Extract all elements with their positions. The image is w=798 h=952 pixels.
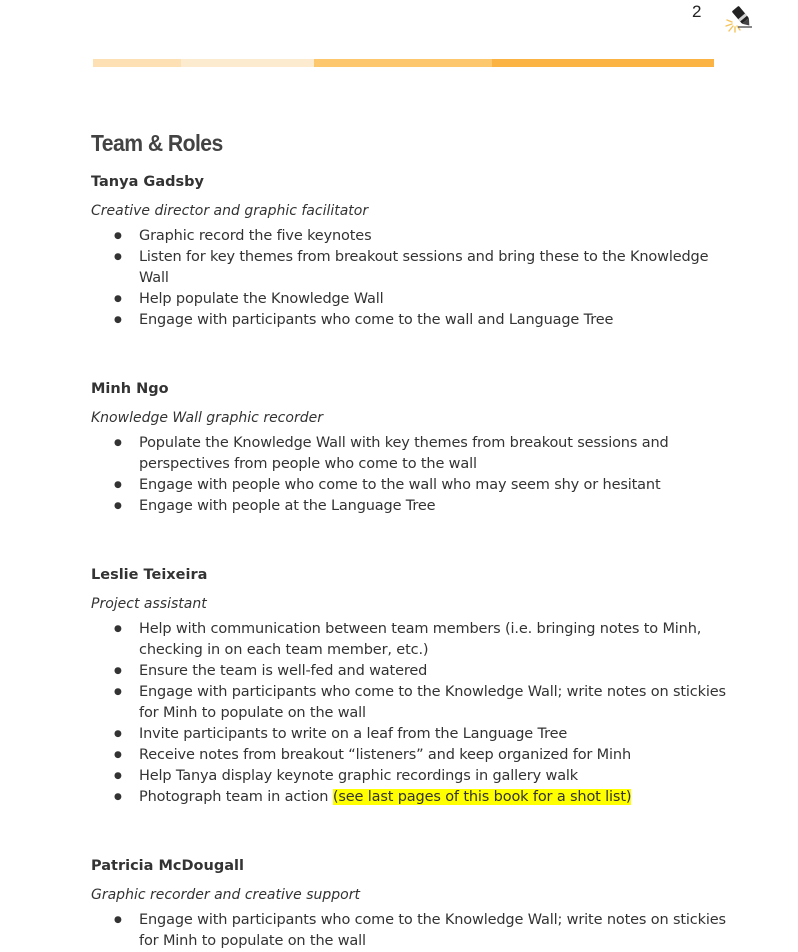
task-item: ● Engage with participants who come to the Knowledge Wall; write notes on stickies for Minh to populate on the wall [91, 682, 731, 724]
highlighted-note: (see last pages of this book for a shot list) [332, 789, 632, 805]
task-item: ● Engage with participants who come to the wall and Language Tree [91, 310, 731, 331]
task-list [91, 433, 731, 517]
person-role: Creative director and graphic facilitator [91, 203, 369, 219]
person-role: Knowledge Wall graphic recorder [91, 410, 323, 426]
person-name: Tanya Gadsby [91, 174, 204, 190]
rule-segment [93, 59, 181, 67]
task-item: ● Invite participants to write on a leaf from the Language Tree [91, 724, 731, 745]
task-item: ● Engage with people at the Language Tree [91, 496, 731, 517]
task-item: ● Receive notes from breakout “listeners” and keep organized for Minh [91, 745, 731, 766]
task-text: Photograph team in action [139, 789, 333, 805]
person-tanya [91, 168, 731, 331]
person-role: Graphic recorder and creative support [91, 887, 360, 903]
task-item: ● Engage with people who come to the wall who may seem shy or hesitant [91, 475, 731, 496]
task-item: ● Ensure the team is well-fed and watered [91, 661, 731, 682]
task-list [91, 910, 731, 952]
rule-segment [314, 59, 492, 67]
pen-icon [724, 2, 754, 34]
person-leslie [91, 561, 731, 808]
person-patricia [91, 852, 731, 952]
task-item: ● Populate the Knowledge Wall with key themes from breakout sessions and perspectives from people who come to the wall [91, 433, 731, 475]
person-name: Patricia McDougall [91, 858, 244, 874]
header-rule [93, 59, 714, 67]
person-name: Leslie Teixeira [91, 567, 208, 583]
task-item: ● Listen for key themes from breakout sessions and bring these to the Knowledge Wall [91, 247, 731, 289]
person-name: Minh Ngo [91, 381, 169, 397]
task-item: ● Help Tanya display keynote graphic recordings in gallery walk [91, 766, 731, 787]
task-list [91, 226, 731, 331]
task-item [91, 787, 731, 808]
document-body [91, 124, 731, 952]
task-item: ● Graphic record the five keynotes [91, 226, 731, 247]
person-minh [91, 375, 731, 517]
rule-segment [181, 59, 314, 67]
rule-segment [492, 59, 714, 67]
task-item: ● Help populate the Knowledge Wall [91, 289, 731, 310]
person-role: Project assistant [91, 596, 207, 612]
page-number: 2 [692, 2, 702, 21]
task-item: ● Engage with participants who come to the Knowledge Wall; write notes on stickies for Minh to populate on the wall [91, 910, 731, 952]
section-title: Team & Roles [91, 130, 223, 156]
task-list [91, 619, 731, 808]
task-item: ● Help with communication between team members (i.e. bringing notes to Minh, checking in on each team member, etc.) [91, 619, 731, 661]
